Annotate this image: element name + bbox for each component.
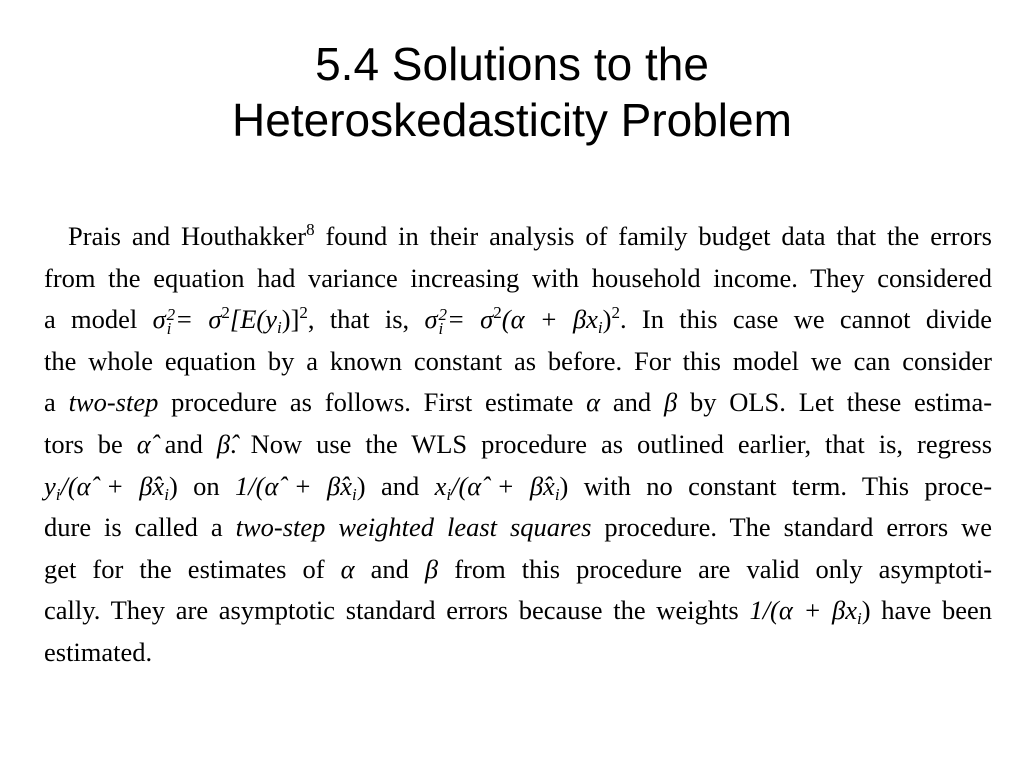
text-fragment: and	[164, 428, 203, 459]
text-line-4: the whole equation by a known constant as before. For this model we can consider	[44, 345, 992, 376]
exponent: 2	[221, 303, 230, 323]
text-fragment: ) have been	[861, 595, 992, 626]
scanned-text-excerpt	[44, 216, 992, 674]
text-fragment: , that is,	[307, 304, 410, 335]
subscript: i	[857, 609, 862, 629]
exponent: 2	[438, 305, 448, 325]
math-fragment: )	[602, 304, 612, 335]
text-line-10	[44, 590, 992, 632]
exponent: 2	[299, 303, 308, 323]
text-fragment: and	[380, 470, 420, 501]
sigma-symbol: σ	[152, 304, 166, 335]
text-fragment: cally. They are asymptotic standard errors because the weights	[44, 595, 739, 626]
beta-symbol: β	[663, 387, 678, 418]
alpha-hat-symbol: α̂	[136, 428, 151, 459]
math-fragment: (α + βx	[501, 304, 598, 335]
slide-title-line-1: 5.4 Solutions to the	[315, 38, 709, 90]
italic-term: two-step	[68, 387, 159, 418]
text-line-6	[44, 424, 992, 466]
subscript: i	[438, 319, 444, 339]
math-fragment: 1/(α̂ + β̂x	[235, 470, 352, 501]
exponent: 2	[493, 303, 502, 323]
text-fragment: and	[612, 387, 652, 418]
math-fragment: 1/(α + βx	[749, 595, 857, 626]
text-line-2: from the equation had variance increasing with household income. They considered	[44, 262, 992, 293]
text-fragment: tors be	[44, 428, 123, 459]
text-fragment: a model	[44, 304, 138, 335]
sigma-symbol: σ	[424, 304, 438, 335]
text-fragment: procedure. The standard errors we	[604, 512, 992, 543]
text-fragment: on	[193, 470, 220, 501]
text-fragment: a	[44, 387, 56, 418]
exponent: 2	[611, 303, 620, 323]
math-fragment: = σ	[175, 304, 222, 335]
text-fragment: get for the estimates of	[44, 553, 325, 584]
math-fragment: [E(y	[229, 304, 278, 335]
text-line-9	[44, 549, 992, 591]
subscript: i	[166, 319, 172, 339]
text-line-3	[44, 299, 992, 341]
text-fragment: . In this case we cannot divide	[619, 304, 993, 335]
text-line-7	[44, 466, 992, 508]
subscript: i	[55, 484, 61, 504]
exponent: 2	[166, 305, 176, 325]
alpha-symbol: α	[586, 387, 601, 418]
alpha-symbol: α	[340, 553, 355, 584]
sigma-i-squared	[152, 304, 176, 339]
text-fragment: by OLS. Let these estima-	[689, 387, 993, 418]
math-fragment: )	[168, 470, 178, 501]
text-line-5	[44, 382, 992, 424]
text-fragment: with no constant term. This proce-	[583, 470, 993, 501]
subscript: i	[352, 484, 357, 504]
text-line-1	[44, 216, 992, 258]
slide-title-line-2: Heteroskedasticity Problem	[232, 94, 792, 146]
text-line-11: estimated.	[44, 636, 153, 667]
footnote-ref: 8	[306, 220, 315, 239]
text-fragment: and	[370, 553, 409, 584]
subscript: i	[597, 318, 603, 338]
math-fragment: )	[559, 470, 569, 501]
math-fragment: x	[434, 470, 447, 501]
math-fragment: = σ	[447, 304, 494, 335]
subscript: i	[164, 484, 169, 504]
subscript: i	[554, 484, 560, 504]
subscript: i	[446, 484, 452, 504]
sup-sub-pair	[438, 305, 448, 339]
text-fragment: procedure as follows. First estimate	[171, 387, 574, 418]
math-fragment: y	[44, 470, 56, 501]
text-fragment: Prais and Houthakker	[68, 221, 307, 251]
italic-term: two-step weighted least squares	[235, 512, 592, 543]
math-fragment: /(α̂ + β̂x	[60, 470, 165, 501]
math-fragment: /(α̂ + β̂x	[451, 470, 555, 501]
math-fragment: )	[356, 470, 366, 501]
text-fragment: from this procedure are valid only asymptoti-	[454, 553, 993, 584]
slide-title	[0, 36, 1024, 148]
math-fragment: )]	[281, 304, 300, 335]
beta-hat-symbol: β̂	[216, 428, 231, 459]
beta-symbol: β	[424, 553, 439, 584]
sigma-i-squared	[424, 304, 448, 339]
text-fragment: found in their analysis of family budget data that the errors	[325, 221, 992, 251]
sup-sub-pair	[166, 305, 176, 339]
subscript: i	[277, 318, 282, 338]
text-fragment: dure is called a	[44, 512, 223, 543]
text-line-8	[44, 507, 992, 549]
text-fragment: . Now use the WLS procedure as outlined earlier, that is, regress	[230, 428, 993, 459]
